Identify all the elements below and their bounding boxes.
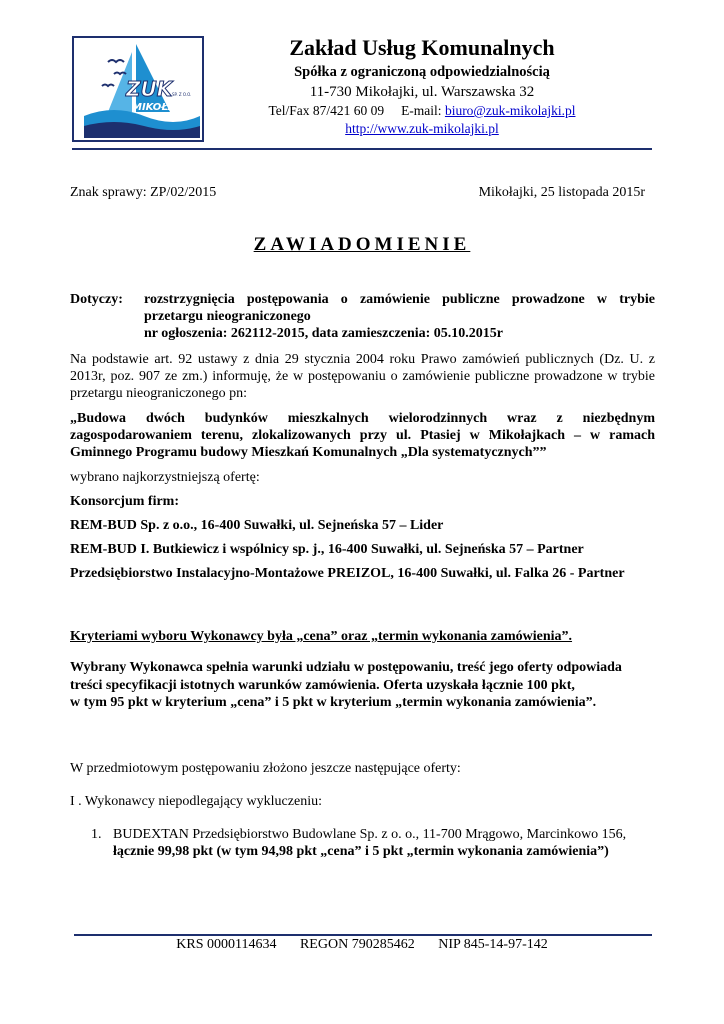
company-form: Spółka z ograniczoną odpowiedzialnością [294,64,550,80]
telfax: Tel/Fax 87/421 60 09 [268,103,385,118]
case-number: Znak sprawy: ZP/02/2015 [70,185,217,200]
offer-company: BUDEXTAN Przedsiębiorstwo Budowlane Sp. z o. o., 11-700 Mrągowo, Marcinkowo 156, [113,827,627,842]
email-label: E-mail: [401,103,442,118]
subject-line-1: rozstrzygnięcia postępowania o zamówienie publiczne prowadzone w trybie [144,292,655,307]
intro-paragraph: Na podstawie art. 92 ustawy z dnia 29 stycznia 2004 roku Prawo zamówień publicznych (Dz. U. z 2013r, poz. 907 ze zm.) informuję, że w postępowaniu o zamówienie publiczne prowadzone w trybie przetargu nieograniczonego pn: [70,352,655,401]
section-heading: I . Wykonawcy niepodlegający wykluczeniu: [70,794,322,809]
company-header [212,34,632,138]
logo-text-sub: MIKOŁAJKI [132,102,191,113]
company-address: 11-730 Mikołajki, ul. Warszawska 32 [309,84,535,100]
subject-line-2: przetargu nieograniczonego [144,309,311,324]
company-contact [212,102,632,120]
criteria-text: Kryteriami wyboru Wykonawcy była „cena” oraz „termin wykonania zamówienia”. [70,629,573,644]
footer-regon: REGON 790285462 [299,937,415,952]
company-logo [72,36,204,142]
place-date: Mikołajki, 25 listopada 2015r [478,185,645,200]
footer [0,937,724,953]
email-link[interactable]: biuro@zuk-mikolajki.pl [444,103,576,118]
company-name: Zakład Usług Komunalnych [289,35,555,60]
offer-score: łącznie 99,98 pkt (w tym 94,98 pkt „cena” i 5 pkt „termin wykonania zamówienia”) [113,844,609,859]
footer-krs: KRS 0000114634 [176,937,277,952]
footer-divider [74,934,652,936]
logo-text-main: ZUK [126,77,173,101]
winner-line-2: treści specyfikacji istotnych warunków zamówienia. Oferta uzyskała łącznie 100 pkt, [70,678,575,693]
logo-text-small: SP. Z O.O. [172,92,192,97]
consortium-member: REM-BUD Sp. z o.o., 16-400 Suwałki, ul. Sejneńska 57 – Lider [70,518,444,533]
consortium-member: Przedsiębiorstwo Instalacyjno-Montażowe PREIZOL, 16-400 Suwałki, ul. Falka 26 - Partner [70,566,625,581]
document-title: ZAWIADOMIENIE [253,234,471,255]
website-link[interactable]: http://www.zuk-mikolajki.pl [345,121,499,136]
consortium-label: Konsorcjum firm: [70,494,179,509]
winner-line-3: w tym 95 pkt w kryterium „cena” i 5 pkt w kryterium „termin wykonania zamówienia”. [70,695,597,710]
header-divider [72,148,652,150]
subject-label: Dotyczy: [70,292,123,307]
consortium-member: REM-BUD I. Butkiewicz i wspólnicy sp. j., 16-400 Suwałki, ul. Sejneńska 57 – Partner [70,542,584,557]
project-title: „Budowa dwóch budynków mieszkalnych wielorodzinnych wraz z niezbędnym zagospodarowaniem terenu, zlokalizowanych przy ul. Ptasiej w Mikołajkach – w ramach Gminnego Programu budowy Mieszkań Komunalnych „Dla systematycznych”” [70,411,655,460]
chosen-offer-text: wybrano najkorzystniejszą ofertę: [70,470,260,485]
footer-nip: NIP 845-14-97-142 [438,937,548,952]
offer-number: 1. [91,827,102,842]
other-offers-intro: W przedmiotowym postępowaniu złożono jeszcze następujące oferty: [70,761,461,776]
subject-line-3: nr ogłoszenia: 262112-2015, data zamieszczenia: 05.10.2015r [144,326,504,341]
winner-line-1: Wybrany Wykonawca spełnia warunki udziału w postępowaniu, treść jego oferty odpowiada [70,660,622,675]
